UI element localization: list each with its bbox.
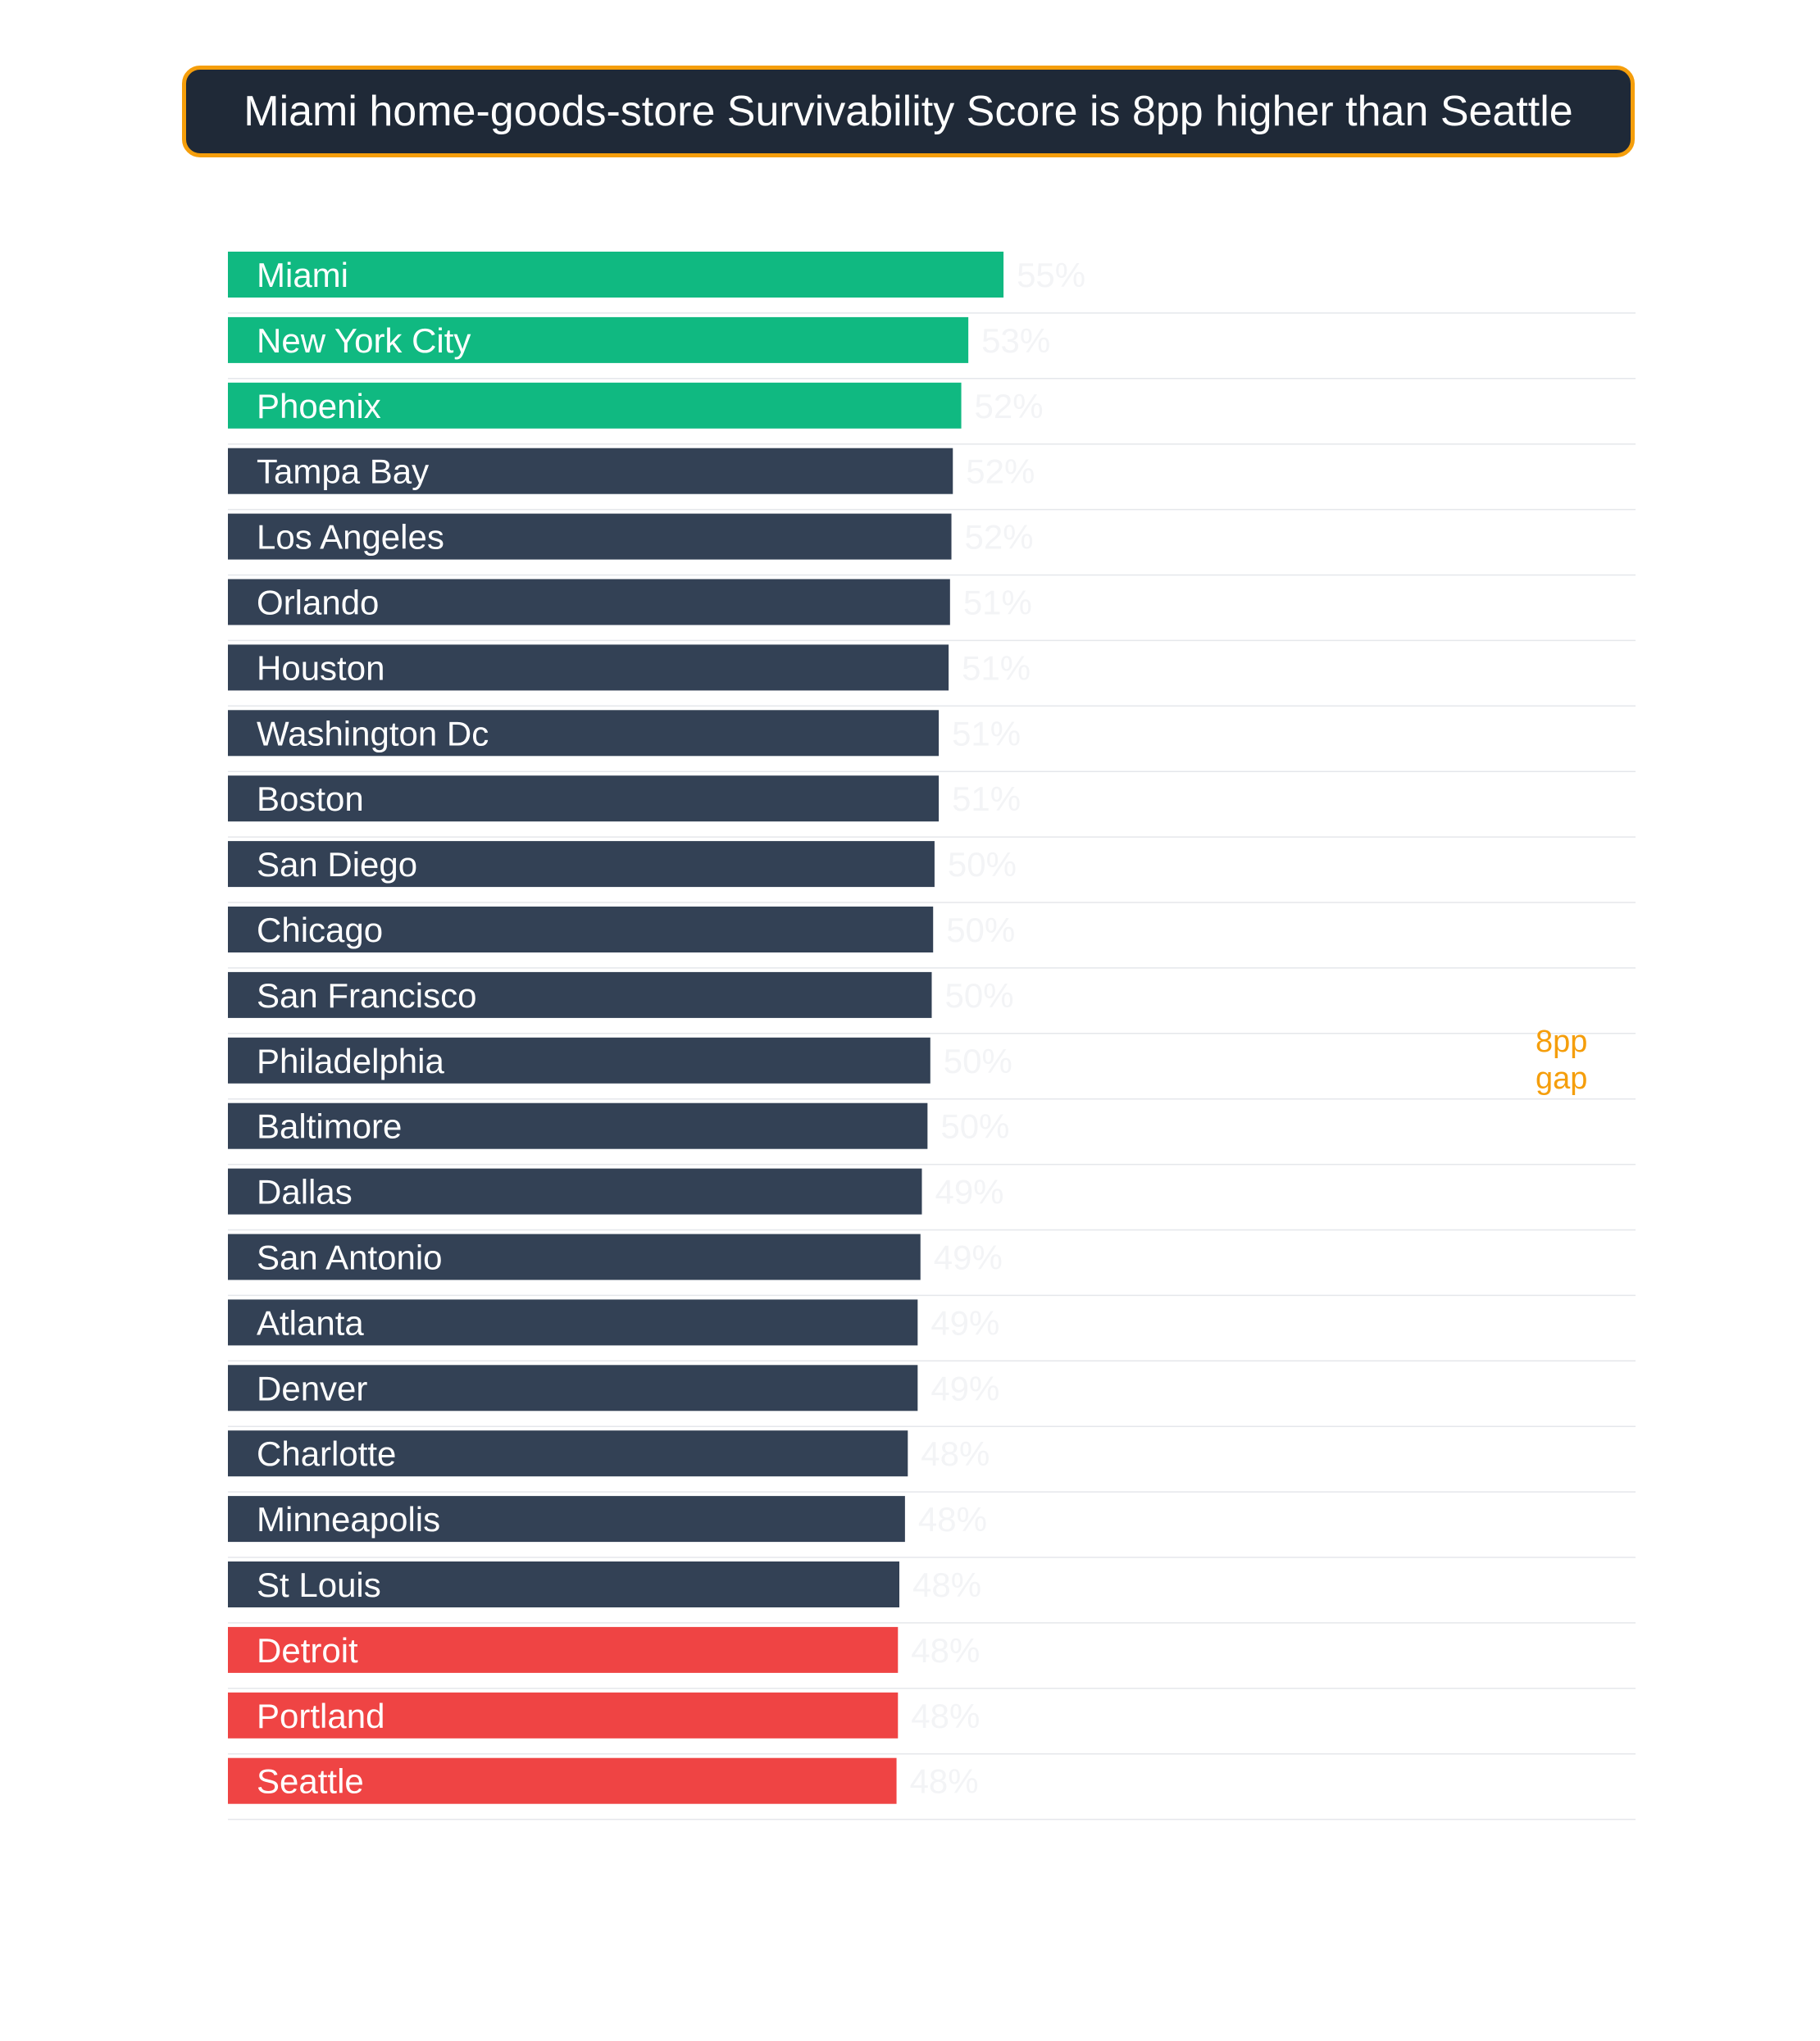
value-label: 49% xyxy=(933,1238,1003,1277)
category-label: St Louis xyxy=(257,1566,381,1604)
category-label: Los Angeles xyxy=(257,517,444,557)
category-label: Boston xyxy=(257,780,364,819)
value-label: 52% xyxy=(966,452,1035,491)
value-label: 48% xyxy=(921,1434,990,1474)
category-label: Washington Dc xyxy=(257,714,489,753)
gap-annotation-line1: 8pp xyxy=(1536,1025,1588,1059)
value-label: 49% xyxy=(935,1172,1004,1211)
value-label: 52% xyxy=(974,386,1044,425)
value-label: 51% xyxy=(962,648,1031,688)
category-label: Dallas xyxy=(257,1172,353,1211)
category-label: Phoenix xyxy=(257,386,381,425)
category-label: Orlando xyxy=(257,583,380,622)
value-label: 48% xyxy=(909,1761,979,1801)
value-label: 49% xyxy=(930,1303,1000,1343)
value-label: 48% xyxy=(912,1566,982,1604)
value-label: 51% xyxy=(952,714,1021,753)
category-label: New York City xyxy=(257,320,471,360)
value-label: 49% xyxy=(930,1369,1000,1408)
category-label: Miami xyxy=(257,256,348,294)
category-label: San Antonio xyxy=(257,1238,443,1277)
chart-title: Miami home-goods-store Survivability Score is 8pp higher than Seattle xyxy=(243,88,1573,135)
value-label: 48% xyxy=(917,1500,987,1539)
value-label: 53% xyxy=(981,320,1051,360)
category-label: Tampa Bay xyxy=(257,452,430,491)
value-label: 51% xyxy=(952,780,1021,819)
category-label: Denver xyxy=(257,1369,368,1408)
category-label: Philadelphia xyxy=(257,1041,444,1080)
value-label: 55% xyxy=(1017,256,1086,294)
category-label: San Francisco xyxy=(257,975,477,1015)
category-label: Chicago xyxy=(257,911,384,949)
category-label: Seattle xyxy=(257,1761,364,1801)
category-label: Atlanta xyxy=(257,1303,364,1343)
value-label: 52% xyxy=(964,517,1034,557)
value-label: 50% xyxy=(947,845,1017,884)
category-label: Charlotte xyxy=(257,1434,397,1474)
category-label: Houston xyxy=(257,648,385,688)
category-label: San Diego xyxy=(257,845,418,884)
value-label: 50% xyxy=(940,1107,1010,1146)
gap-annotation-line2: gap xyxy=(1536,1061,1588,1096)
value-label: 50% xyxy=(943,1041,1012,1080)
value-label: 48% xyxy=(911,1696,981,1735)
category-label: Portland xyxy=(257,1696,385,1735)
value-label: 50% xyxy=(944,975,1014,1015)
value-label: 50% xyxy=(946,911,1016,949)
category-label: Baltimore xyxy=(257,1107,403,1146)
category-label: Detroit xyxy=(257,1630,358,1670)
category-label: Minneapolis xyxy=(257,1500,441,1539)
value-label: 48% xyxy=(911,1630,981,1670)
value-label: 51% xyxy=(962,583,1032,622)
